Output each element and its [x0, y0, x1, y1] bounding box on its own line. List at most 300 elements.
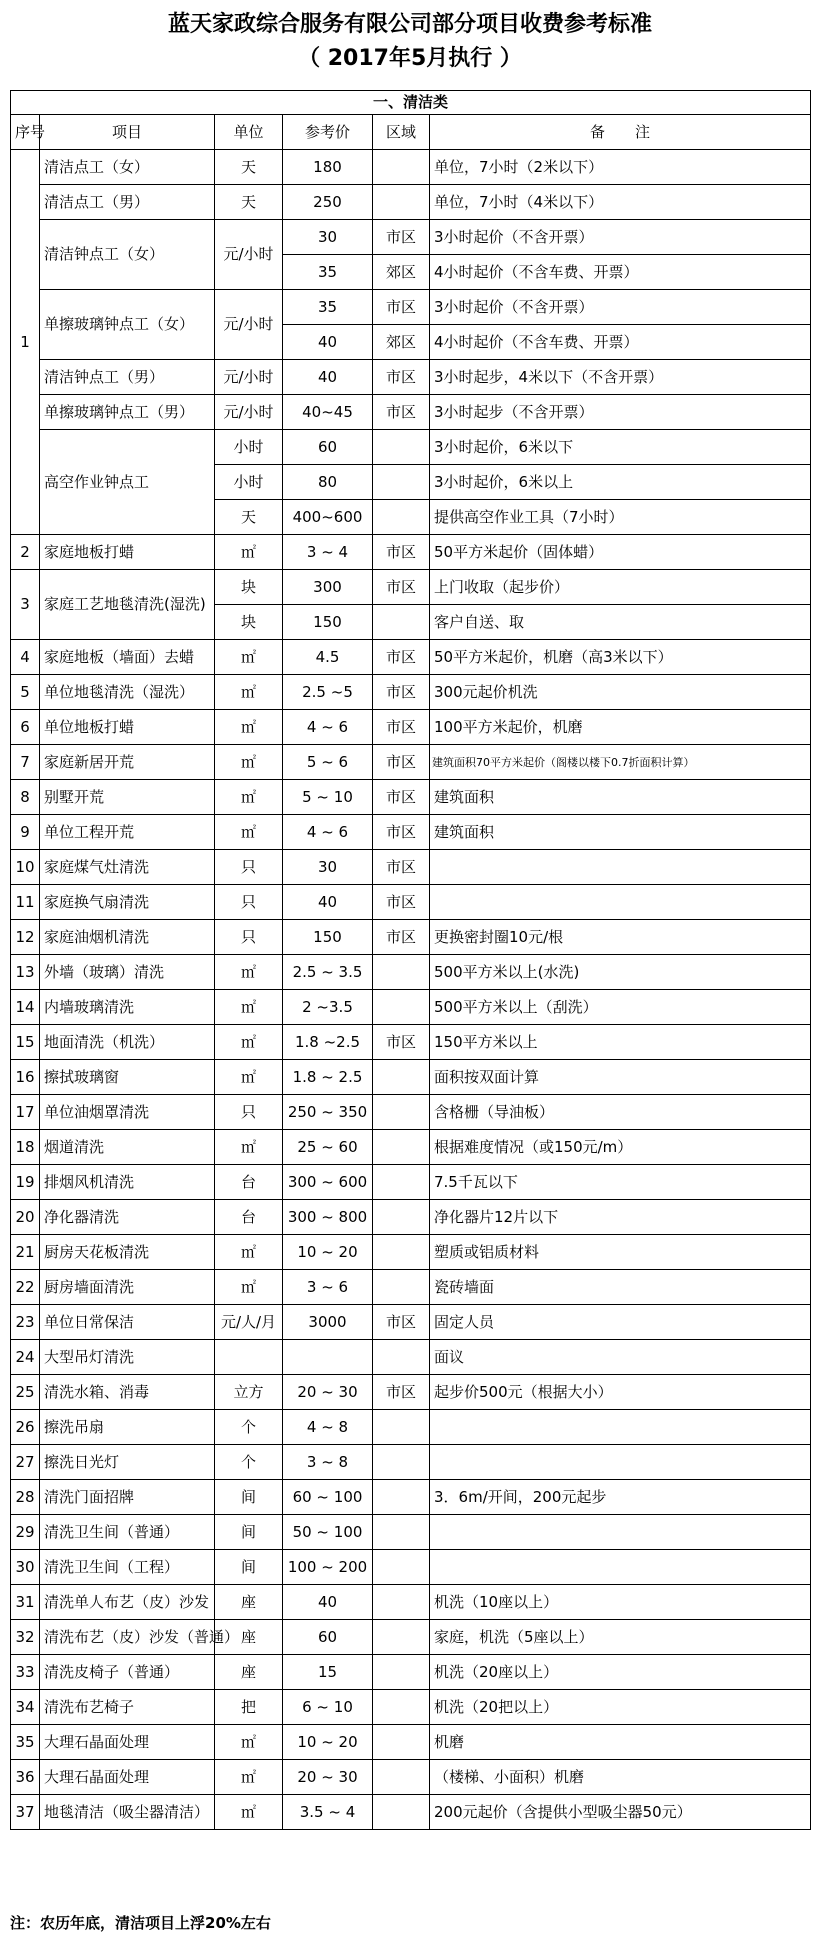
- table-row: [11, 1235, 811, 1270]
- row-price: 10 ~ 20: [283, 1725, 373, 1760]
- row-area: [373, 955, 430, 990]
- row-item: 大型吊灯清洗: [40, 1340, 215, 1375]
- row-area: 市区: [373, 675, 430, 710]
- table-row: [11, 1410, 811, 1445]
- row-price: 15: [283, 1655, 373, 1690]
- row-note: 家庭，机洗（5座以上）: [430, 1620, 811, 1655]
- row-no: 26: [11, 1410, 40, 1445]
- table-row: [11, 1655, 811, 1690]
- row-area: 市区: [373, 220, 430, 255]
- row-note: 3小时起价，6米以下: [430, 430, 811, 465]
- row-area: 市区: [373, 640, 430, 675]
- row-unit: 天: [215, 185, 283, 220]
- row-note: 机洗（20座以上）: [430, 1655, 811, 1690]
- row-note: 3小时起价，6米以上: [430, 465, 811, 500]
- row-price: 300 ~ 600: [283, 1165, 373, 1200]
- row-area: [373, 430, 430, 465]
- row-price: 10 ~ 20: [283, 1235, 373, 1270]
- footnote: 注：农历年底，清洁项目上浮20%左右: [10, 1914, 271, 1932]
- row-unit: [215, 1340, 283, 1375]
- row-area: 市区: [373, 1375, 430, 1410]
- row-note: 500平方米以上（刮洗）: [430, 990, 811, 1025]
- table-row: [11, 815, 811, 850]
- row-item: 外墙（玻璃）清洗: [40, 955, 215, 990]
- table-row: [11, 1515, 811, 1550]
- row-no: 7: [11, 745, 40, 780]
- row-unit: 间: [215, 1480, 283, 1515]
- row-unit: 小时: [215, 465, 283, 500]
- row-no: 8: [11, 780, 40, 815]
- section-title: 一、清洁类: [11, 91, 811, 115]
- row-item: 单位地毯清洗（湿洗）: [40, 675, 215, 710]
- row-note: 150平方米以上: [430, 1025, 811, 1060]
- table-row: [11, 710, 811, 745]
- table-row: [11, 1130, 811, 1165]
- row-area: 市区: [373, 290, 430, 325]
- row-no: 32: [11, 1620, 40, 1655]
- row-price: 100 ~ 200: [283, 1550, 373, 1585]
- row-note: 固定人员: [430, 1305, 811, 1340]
- row-note: 50平方米起价（固体蜡）: [430, 535, 811, 570]
- row-item: 清洗卫生间（工程）: [40, 1550, 215, 1585]
- row-item: 清洗门面招牌: [40, 1480, 215, 1515]
- row-item: 单位油烟罩清洗: [40, 1095, 215, 1130]
- row-price: 35: [283, 255, 373, 290]
- row-price: 250: [283, 185, 373, 220]
- table-row: [11, 1550, 811, 1585]
- row-no: 30: [11, 1550, 40, 1585]
- row-no: 20: [11, 1200, 40, 1235]
- row-price: 40: [283, 360, 373, 395]
- row-note: 含格栅（导油板）: [430, 1095, 811, 1130]
- table-row: [11, 150, 811, 185]
- document-title: 蓝天家政综合服务有限公司部分项目收费参考标准: [167, 12, 652, 37]
- row-unit: ㎡: [215, 1795, 283, 1830]
- row-no: 18: [11, 1130, 40, 1165]
- row-item: 家庭工艺地毯清洗(湿洗): [40, 570, 215, 640]
- row-price: 5 ~ 10: [283, 780, 373, 815]
- row-price: 6 ~ 10: [283, 1690, 373, 1725]
- table-row: [11, 1270, 811, 1305]
- row-price: 1.8 ~ 2.5: [283, 1060, 373, 1095]
- header-unit: 单位: [215, 115, 283, 150]
- table-row: [11, 955, 811, 990]
- row-unit: 间: [215, 1550, 283, 1585]
- table-row: [11, 430, 811, 465]
- table-row: [11, 395, 811, 430]
- row-unit: 天: [215, 500, 283, 535]
- row-no: 5: [11, 675, 40, 710]
- row-area: 市区: [373, 780, 430, 815]
- row-note: 3小时起价（不含开票）: [430, 290, 811, 325]
- row-note: 300元起价机洗: [430, 675, 811, 710]
- row-unit: 个: [215, 1410, 283, 1445]
- row-unit: 小时: [215, 430, 283, 465]
- row-price: 180: [283, 150, 373, 185]
- row-area: [373, 1340, 430, 1375]
- row-no: 12: [11, 920, 40, 955]
- row-note: 瓷砖墙面: [430, 1270, 811, 1305]
- row-no: 22: [11, 1270, 40, 1305]
- row-no: 4: [11, 640, 40, 675]
- row-item: 单擦玻璃钟点工（男）: [40, 395, 215, 430]
- row-no: 35: [11, 1725, 40, 1760]
- row-unit: ㎡: [215, 1760, 283, 1795]
- table-row: [11, 850, 811, 885]
- row-area: [373, 1585, 430, 1620]
- row-no: 28: [11, 1480, 40, 1515]
- row-price: 20 ~ 30: [283, 1760, 373, 1795]
- table-row: [11, 360, 811, 395]
- row-no: 9: [11, 815, 40, 850]
- row-price: 60: [283, 1620, 373, 1655]
- row-unit: ㎡: [215, 815, 283, 850]
- row-unit: ㎡: [215, 1060, 283, 1095]
- row-area: 郊区: [373, 325, 430, 360]
- row-price: [283, 1340, 373, 1375]
- row-item: 内墙玻璃清洗: [40, 990, 215, 1025]
- row-no: 24: [11, 1340, 40, 1375]
- row-note: 更换密封圈10元/根: [430, 920, 811, 955]
- header-no: 序号: [11, 115, 40, 150]
- row-unit: ㎡: [215, 1270, 283, 1305]
- row-note: 3．6m/开间，200元起步: [430, 1480, 811, 1515]
- row-unit: 座: [215, 1620, 283, 1655]
- row-price: 3.5 ~ 4: [283, 1795, 373, 1830]
- price-table: [10, 90, 811, 1830]
- row-item: 单位日常保洁: [40, 1305, 215, 1340]
- row-price: 3000: [283, 1305, 373, 1340]
- row-price: 300: [283, 570, 373, 605]
- row-price: 250 ~ 350: [283, 1095, 373, 1130]
- row-note: [430, 1550, 811, 1585]
- row-unit: ㎡: [215, 780, 283, 815]
- row-unit: ㎡: [215, 955, 283, 990]
- row-unit: ㎡: [215, 675, 283, 710]
- row-area: 市区: [373, 1305, 430, 1340]
- header-price: 参考价: [283, 115, 373, 150]
- row-price: 30: [283, 850, 373, 885]
- row-area: [373, 1200, 430, 1235]
- row-no: 1: [11, 150, 40, 535]
- row-item: 大理石晶面处理: [40, 1760, 215, 1795]
- row-price: 40: [283, 1585, 373, 1620]
- row-item: 地面清洗（机洗）: [40, 1025, 215, 1060]
- row-area: [373, 465, 430, 500]
- table-row: [11, 1585, 811, 1620]
- row-area: [373, 1725, 430, 1760]
- row-item: 清洗水箱、消毒: [40, 1375, 215, 1410]
- row-area: 市区: [373, 815, 430, 850]
- table-row: [11, 1060, 811, 1095]
- row-item: 清洁钟点工（男）: [40, 360, 215, 395]
- row-area: 市区: [373, 745, 430, 780]
- row-note: [430, 885, 811, 920]
- row-item: 高空作业钟点工: [40, 430, 215, 535]
- row-price: 40: [283, 325, 373, 360]
- row-item: 别墅开荒: [40, 780, 215, 815]
- row-unit: 只: [215, 1095, 283, 1130]
- row-item: 清洗布艺椅子: [40, 1690, 215, 1725]
- row-unit: 元/小时: [215, 290, 283, 360]
- table-row: [11, 1690, 811, 1725]
- table-row: [11, 675, 811, 710]
- row-unit: 元/小时: [215, 395, 283, 430]
- row-area: 市区: [373, 710, 430, 745]
- row-unit: 台: [215, 1200, 283, 1235]
- row-price: 2 ~3.5: [283, 990, 373, 1025]
- row-note: 上门收取（起步价）: [430, 570, 811, 605]
- row-area: [373, 1515, 430, 1550]
- row-note: 50平方米起价，机磨（高3米以下）: [430, 640, 811, 675]
- row-note: [430, 1515, 811, 1550]
- row-area: [373, 1235, 430, 1270]
- section-row: [11, 91, 811, 115]
- row-no: 29: [11, 1515, 40, 1550]
- row-price: 2.5 ~ 3.5: [283, 955, 373, 990]
- row-price: 20 ~ 30: [283, 1375, 373, 1410]
- table-row: [11, 1620, 811, 1655]
- row-area: 市区: [373, 1025, 430, 1060]
- row-note: 面议: [430, 1340, 811, 1375]
- row-price: 300 ~ 800: [283, 1200, 373, 1235]
- row-no: 3: [11, 570, 40, 640]
- row-item: 厨房天花板清洗: [40, 1235, 215, 1270]
- row-area: [373, 1165, 430, 1200]
- row-price: 50 ~ 100: [283, 1515, 373, 1550]
- row-item: 家庭地板打蜡: [40, 535, 215, 570]
- row-unit: 只: [215, 885, 283, 920]
- row-unit: 只: [215, 850, 283, 885]
- row-note: 机磨: [430, 1725, 811, 1760]
- row-unit: 台: [215, 1165, 283, 1200]
- row-item: 家庭换气扇清洗: [40, 885, 215, 920]
- row-item: 家庭油烟机清洗: [40, 920, 215, 955]
- row-no: 31: [11, 1585, 40, 1620]
- document-subtitle: （ 2017年5月执行 ）: [298, 46, 522, 71]
- table-row: [11, 1165, 811, 1200]
- row-no: 13: [11, 955, 40, 990]
- table-row: [11, 1305, 811, 1340]
- row-item: 厨房墙面清洗: [40, 1270, 215, 1305]
- table-row: [11, 780, 811, 815]
- row-item: 清洁点工（女）: [40, 150, 215, 185]
- row-item: 清洁点工（男）: [40, 185, 215, 220]
- table-row: [11, 1340, 811, 1375]
- row-item: 清洗布艺（皮）沙发（普通）: [40, 1620, 215, 1655]
- row-no: 19: [11, 1165, 40, 1200]
- row-unit: 座: [215, 1585, 283, 1620]
- row-note: 面积按双面计算: [430, 1060, 811, 1095]
- table-row: [11, 1795, 811, 1830]
- row-unit: 把: [215, 1690, 283, 1725]
- row-no: 23: [11, 1305, 40, 1340]
- header-item: 项目: [40, 115, 215, 150]
- row-area: [373, 990, 430, 1025]
- row-no: 17: [11, 1095, 40, 1130]
- row-unit: ㎡: [215, 990, 283, 1025]
- row-note: [430, 850, 811, 885]
- row-note: 起步价500元（根据大小）: [430, 1375, 811, 1410]
- row-price: 25 ~ 60: [283, 1130, 373, 1165]
- row-note: 3小时起步（不含开票）: [430, 395, 811, 430]
- row-item: 擦洗吊扇: [40, 1410, 215, 1445]
- row-note: 7.5千瓦以下: [430, 1165, 811, 1200]
- row-note: 单位，7小时（4米以下）: [430, 185, 811, 220]
- row-price: 4.5: [283, 640, 373, 675]
- row-note: [430, 1445, 811, 1480]
- row-price: 400~600: [283, 500, 373, 535]
- row-item: 排烟风机清洗: [40, 1165, 215, 1200]
- row-unit: 元/小时: [215, 220, 283, 290]
- row-unit: 座: [215, 1655, 283, 1690]
- row-item: 清洗单人布艺（皮）沙发: [40, 1585, 215, 1620]
- row-area: [373, 1795, 430, 1830]
- row-no: 33: [11, 1655, 40, 1690]
- row-area: 市区: [373, 360, 430, 395]
- table-row: [11, 1480, 811, 1515]
- row-area: 市区: [373, 395, 430, 430]
- row-unit: 只: [215, 920, 283, 955]
- row-no: 25: [11, 1375, 40, 1410]
- row-note: 建筑面积: [430, 815, 811, 850]
- row-item: 单位工程开荒: [40, 815, 215, 850]
- row-item: 大理石晶面处理: [40, 1725, 215, 1760]
- row-item: 清洁钟点工（女）: [40, 220, 215, 290]
- row-area: 市区: [373, 920, 430, 955]
- row-no: 27: [11, 1445, 40, 1480]
- row-no: 14: [11, 990, 40, 1025]
- row-unit: ㎡: [215, 535, 283, 570]
- row-area: 市区: [373, 885, 430, 920]
- row-price: 80: [283, 465, 373, 500]
- header-area: 区域: [373, 115, 430, 150]
- row-unit: ㎡: [215, 745, 283, 780]
- row-price: 30: [283, 220, 373, 255]
- table-row: [11, 1760, 811, 1795]
- row-no: 10: [11, 850, 40, 885]
- row-price: 1.8 ~2.5: [283, 1025, 373, 1060]
- row-price: 4 ~ 8: [283, 1410, 373, 1445]
- row-area: [373, 1760, 430, 1795]
- row-note: 机洗（10座以上）: [430, 1585, 811, 1620]
- row-note: 塑质或铝质材料: [430, 1235, 811, 1270]
- row-area: [373, 1550, 430, 1585]
- row-item: 清洗皮椅子（普通）: [40, 1655, 215, 1690]
- row-no: 16: [11, 1060, 40, 1095]
- row-price: 150: [283, 605, 373, 640]
- row-note: 4小时起价（不含车费、开票）: [430, 325, 811, 360]
- row-area: [373, 1690, 430, 1725]
- row-note: 500平方米以上(水洗): [430, 955, 811, 990]
- table-row: [11, 220, 811, 255]
- row-area: 市区: [373, 570, 430, 605]
- row-item: 清洗卫生间（普通）: [40, 1515, 215, 1550]
- row-no: 37: [11, 1795, 40, 1830]
- row-unit: ㎡: [215, 640, 283, 675]
- row-note: 提供高空作业工具（7小时）: [430, 500, 811, 535]
- row-price: 60 ~ 100: [283, 1480, 373, 1515]
- row-area: [373, 1130, 430, 1165]
- row-no: 6: [11, 710, 40, 745]
- row-unit: 块: [215, 570, 283, 605]
- row-area: [373, 1480, 430, 1515]
- row-note: 建筑面积70平方米起价（阁楼以楼下0.7折面积计算）: [430, 745, 811, 780]
- row-unit: ㎡: [215, 1235, 283, 1270]
- row-price: 4 ~ 6: [283, 710, 373, 745]
- row-item: 家庭煤气灶清洗: [40, 850, 215, 885]
- row-note: （楼梯、小面积）机磨: [430, 1760, 811, 1795]
- row-note: 4小时起价（不含车费、开票）: [430, 255, 811, 290]
- row-unit: 天: [215, 150, 283, 185]
- row-area: 市区: [373, 850, 430, 885]
- row-unit: 块: [215, 605, 283, 640]
- row-item: 净化器清洗: [40, 1200, 215, 1235]
- row-no: 2: [11, 535, 40, 570]
- table-row: [11, 1725, 811, 1760]
- row-area: [373, 1060, 430, 1095]
- row-price: 2.5 ~5: [283, 675, 373, 710]
- row-note: [430, 1410, 811, 1445]
- table-row: [11, 1375, 811, 1410]
- row-unit: 间: [215, 1515, 283, 1550]
- row-note: 100平方米起价，机磨: [430, 710, 811, 745]
- table-row: [11, 535, 811, 570]
- table-row: [11, 1025, 811, 1060]
- row-unit: ㎡: [215, 710, 283, 745]
- row-note: 机洗（20把以上）: [430, 1690, 811, 1725]
- row-item: 烟道清洗: [40, 1130, 215, 1165]
- row-no: 21: [11, 1235, 40, 1270]
- table-row: [11, 920, 811, 955]
- row-price: 60: [283, 430, 373, 465]
- row-price: 40: [283, 885, 373, 920]
- row-item: 擦拭玻璃窗: [40, 1060, 215, 1095]
- row-unit: ㎡: [215, 1725, 283, 1760]
- row-item: 单位地板打蜡: [40, 710, 215, 745]
- row-item: 家庭地板（墙面）去蜡: [40, 640, 215, 675]
- row-note: 单位，7小时（2米以下）: [430, 150, 811, 185]
- row-unit: 个: [215, 1445, 283, 1480]
- table-row: [11, 1095, 811, 1130]
- row-area: [373, 500, 430, 535]
- row-area: [373, 150, 430, 185]
- row-unit: 元/小时: [215, 360, 283, 395]
- row-note: 客户自送、取: [430, 605, 811, 640]
- row-area: [373, 1445, 430, 1480]
- header-row: [11, 115, 811, 150]
- row-area: [373, 1095, 430, 1130]
- row-item: 单擦玻璃钟点工（女）: [40, 290, 215, 360]
- row-no: 11: [11, 885, 40, 920]
- table-row: [11, 640, 811, 675]
- table-row: [11, 290, 811, 325]
- table-row: [11, 570, 811, 605]
- row-item: 家庭新居开荒: [40, 745, 215, 780]
- row-price: 5 ~ 6: [283, 745, 373, 780]
- header-note: 备 注: [430, 115, 811, 150]
- row-unit: 元/人/月: [215, 1305, 283, 1340]
- row-area: 郊区: [373, 255, 430, 290]
- row-note: 200元起价（含提供小型吸尘器50元）: [430, 1795, 811, 1830]
- row-price: 150: [283, 920, 373, 955]
- row-unit: ㎡: [215, 1130, 283, 1165]
- row-note: 根据难度情况（或150元/m）: [430, 1130, 811, 1165]
- row-item: 擦洗日光灯: [40, 1445, 215, 1480]
- row-note: 3小时起步，4米以下（不含开票）: [430, 360, 811, 395]
- row-no: 15: [11, 1025, 40, 1060]
- row-price: 3 ~ 6: [283, 1270, 373, 1305]
